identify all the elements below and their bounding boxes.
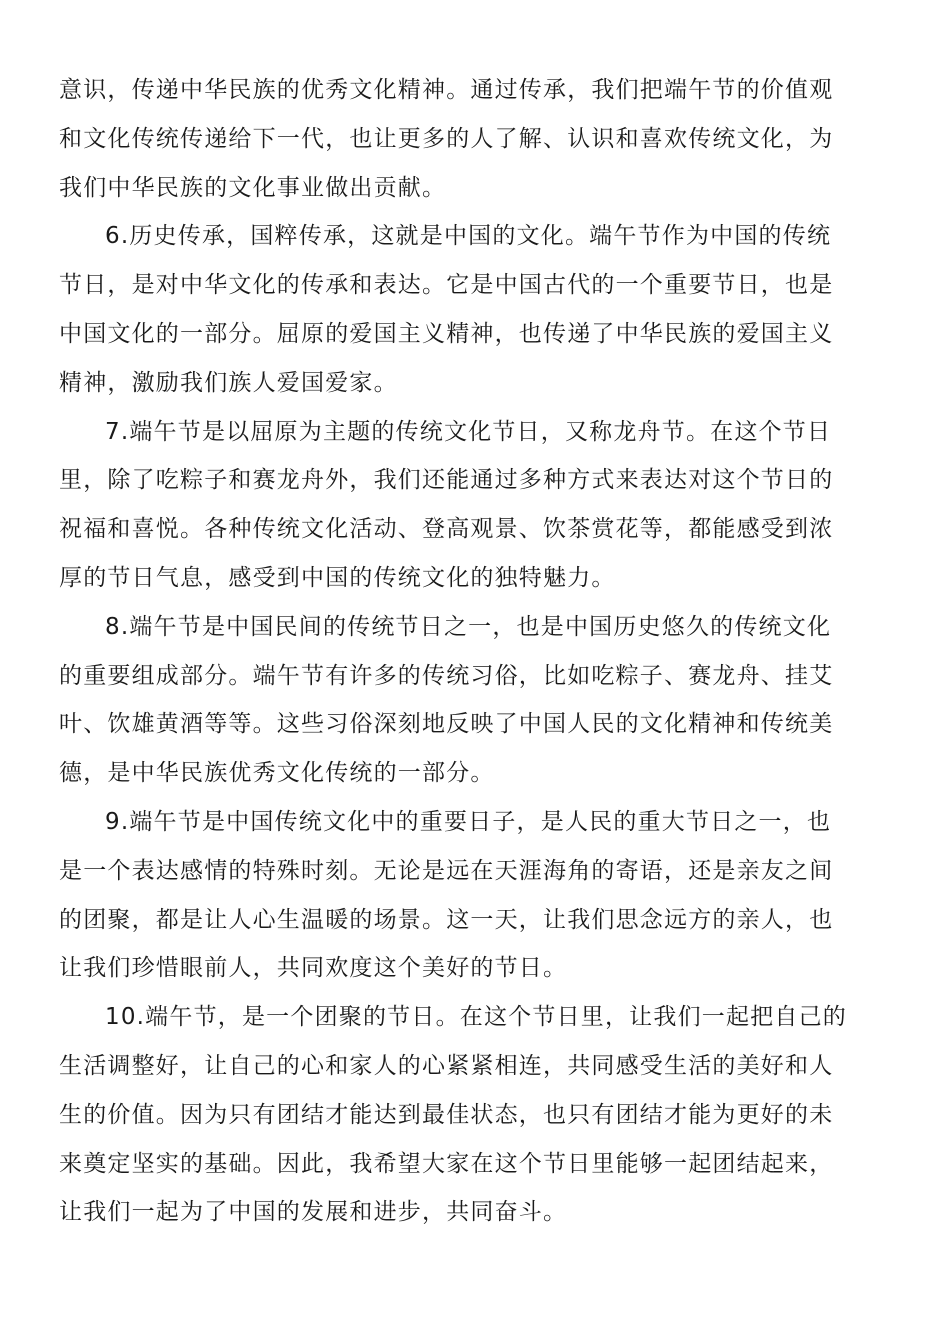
paragraph-line: 精神，激励我们族人爱国爱家。 — [59, 369, 398, 396]
paragraph-first-line: 7.端午节是以屈原为主题的传统文化节日，又称龙舟节。在这个节日 — [105, 418, 832, 445]
paragraph-8 — [59, 603, 879, 798]
paragraph-10 — [59, 993, 879, 1237]
paragraph-6 — [59, 212, 879, 407]
paragraph-first-line: 10.端午节，是一个团聚的节日。在这个节日里，让我们一起把自己的 — [105, 1004, 847, 1031]
paragraph-line: 中国文化的一部分。屈原的爱国主义精神，也传递了中华民族的爱国主义 — [59, 320, 834, 347]
paragraph-line: 的团聚，都是让人心生温暖的场景。这一天，让我们思念远方的亲人，也 — [59, 906, 834, 933]
document-body — [59, 66, 879, 1237]
paragraph-line: 让我们一起为了中国的发展和进步，共同奋斗。 — [59, 1199, 568, 1226]
paragraph-first-line: 9.端午节是中国传统文化中的重要日子，是人民的重大节日之一，也 — [105, 808, 832, 835]
paragraph-line: 生的价值。因为只有团结才能达到最佳状态，也只有团结才能为更好的未 — [59, 1101, 834, 1128]
paragraph-line: 叶、饮雄黄酒等等。这些习俗深刻地反映了中国人民的文化精神和传统美 — [59, 711, 834, 738]
paragraph-first-line: 8.端午节是中国民间的传统节日之一，也是中国历史悠久的传统文化 — [105, 613, 832, 640]
paragraph-line: 德，是中华民族优秀文化传统的一部分。 — [59, 760, 495, 787]
paragraph-5-continued — [59, 66, 879, 212]
paragraph-line: 和文化传统传递给下一代，也让更多的人了解、认识和喜欢传统文化，为 — [59, 125, 834, 152]
paragraph-7 — [59, 408, 879, 603]
paragraph-line: 来奠定坚实的基础。因此，我希望大家在这个节日里能够一起团结起来， — [59, 1150, 834, 1177]
paragraph-line: 里，除了吃粽子和赛龙舟外，我们还能通过多种方式来表达对这个节日的 — [59, 467, 834, 494]
paragraph-first-line: 6.历史传承，国粹传承，这就是中国的文化。端午节作为中国的传统 — [105, 223, 832, 250]
paragraph-line: 厚的节日气息，感受到中国的传统文化的独特魅力。 — [59, 564, 616, 591]
paragraph-line: 让我们珍惜眼前人，共同欢度这个美好的节日。 — [59, 955, 568, 982]
paragraph-line: 生活调整好，让自己的心和家人的心紧紧相连，共同感受生活的美好和人 — [59, 1052, 834, 1079]
paragraph-line: 意识，传递中华民族的优秀文化精神。通过传承，我们把端午节的价值观 — [59, 77, 834, 103]
paragraph-9 — [59, 798, 879, 993]
paragraph-line: 节日，是对中华文化的传承和表达。它是中国古代的一个重要节日，也是 — [59, 272, 834, 299]
paragraph-line: 我们中华民族的文化事业做出贡献。 — [59, 174, 447, 201]
paragraph-line: 是一个表达感情的特殊时刻。无论是远在天涯海角的寄语，还是亲友之间 — [59, 857, 834, 884]
paragraph-line: 的重要组成部分。端午节有许多的传统习俗，比如吃粽子、赛龙舟、挂艾 — [59, 662, 834, 689]
paragraph-line: 祝福和喜悦。各种传统文化活动、登高观景、饮茶赏花等，都能感受到浓 — [59, 516, 834, 543]
